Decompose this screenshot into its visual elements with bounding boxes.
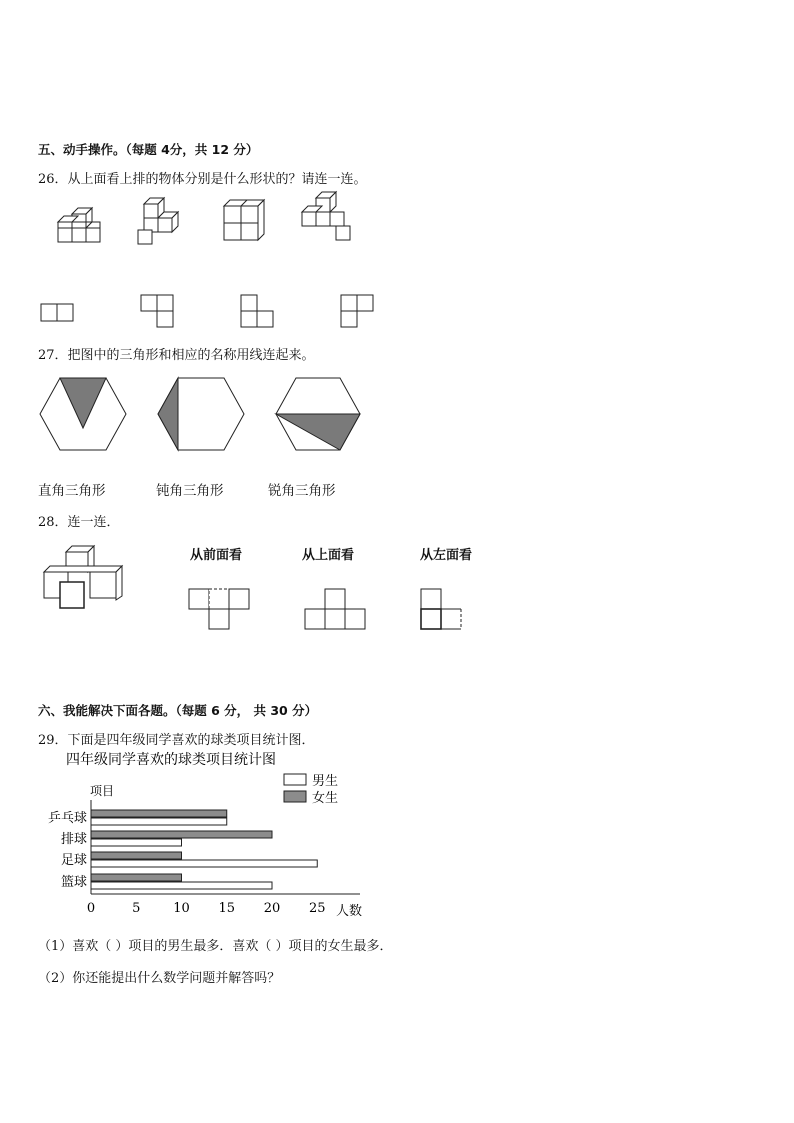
chart-bar-girls [91,874,182,881]
q29-bar-chart [30,746,390,926]
q26-top-view-3 [240,294,276,330]
q27-label-right-triangle: 直角三角形 [38,483,106,499]
chart-x-tick-label: 20 [263,901,281,916]
chart-legend-swatch [284,791,306,802]
q27-hexagon-obtuse-triangle [154,376,246,452]
q28-solid [42,544,126,612]
chart-category-label: 篮球 [60,875,87,890]
chart-ylabel: 项目 [90,784,115,798]
chart-legend [284,773,338,806]
q28-view-label-front: 从前面看 [190,548,243,563]
q26-top-view-4 [340,294,378,330]
q27-hexagon-acute-triangle [272,376,364,452]
chart-bar-girls [91,831,272,838]
chart-xlabel: 人数 [336,904,363,919]
chart-bar-boys [91,839,182,846]
chart-bar-boys [91,882,272,889]
question-26-text: 26．从上面看上排的物体分别是什么形状的？请连一连。 [38,172,367,187]
chart-category-label: 足球 [60,853,87,868]
q28-view-label-left: 从左面看 [420,548,473,563]
q28-view-top [304,588,368,632]
question-28-text: 28．连一连． [38,515,120,530]
chart-category-label: 排球 [60,832,87,847]
q26-solid-2 [136,198,188,248]
chart-title: 四年级同学喜欢的球类项目统计图 [66,752,276,768]
q28-view-front [188,588,252,632]
chart-x-tick-label: 0 [86,901,96,916]
chart-bar-boys [91,818,227,825]
chart-x-tick-label: 5 [132,901,141,916]
chart-bar-girls [91,810,227,817]
chart-category-label: 乒乓球 [47,811,87,826]
q26-top-view-1 [40,303,76,323]
q27-label-acute-triangle: 锐角三角形 [268,483,336,499]
question-29-text: 29．下面是四年级同学喜欢的球类项目统计图． [38,733,315,748]
q26-solid-3 [220,200,270,244]
chart-x-tick-label: 15 [218,901,236,916]
q26-top-view-2 [140,294,176,330]
chart-legend-label: 男生 [312,774,339,789]
section-5-title: 五、动手操作。（每题 4分，共 12 分） [38,142,259,157]
chart-legend-swatch [284,774,306,785]
chart-bar-boys [91,860,317,867]
q28-view-left [420,588,466,632]
question-29-sub-1: （1）喜欢（ ）项目的男生最多．喜欢（ ）项目的女生最多． [38,939,393,954]
section-6-title: 六、我能解决下面各题。（每题 6 分， 共 30 分） [38,703,318,718]
q26-solid-4 [300,192,356,244]
q27-label-obtuse-triangle: 钝角三角形 [156,483,224,499]
chart-legend-label: 女生 [312,791,339,806]
q26-solid-1 [54,208,104,244]
chart-x-tick-label: 25 [308,901,326,916]
question-27-text: 27．把图中的三角形和相应的名称用线连起来。 [38,348,315,363]
chart-bar-girls [91,852,182,859]
q27-hexagon-right-triangle [38,376,128,452]
chart-x-tick-label: 10 [173,901,190,916]
q28-view-label-top: 从上面看 [302,548,355,563]
question-29-sub-2: （2）你还能提出什么数学问题并解答吗？ [38,971,281,986]
